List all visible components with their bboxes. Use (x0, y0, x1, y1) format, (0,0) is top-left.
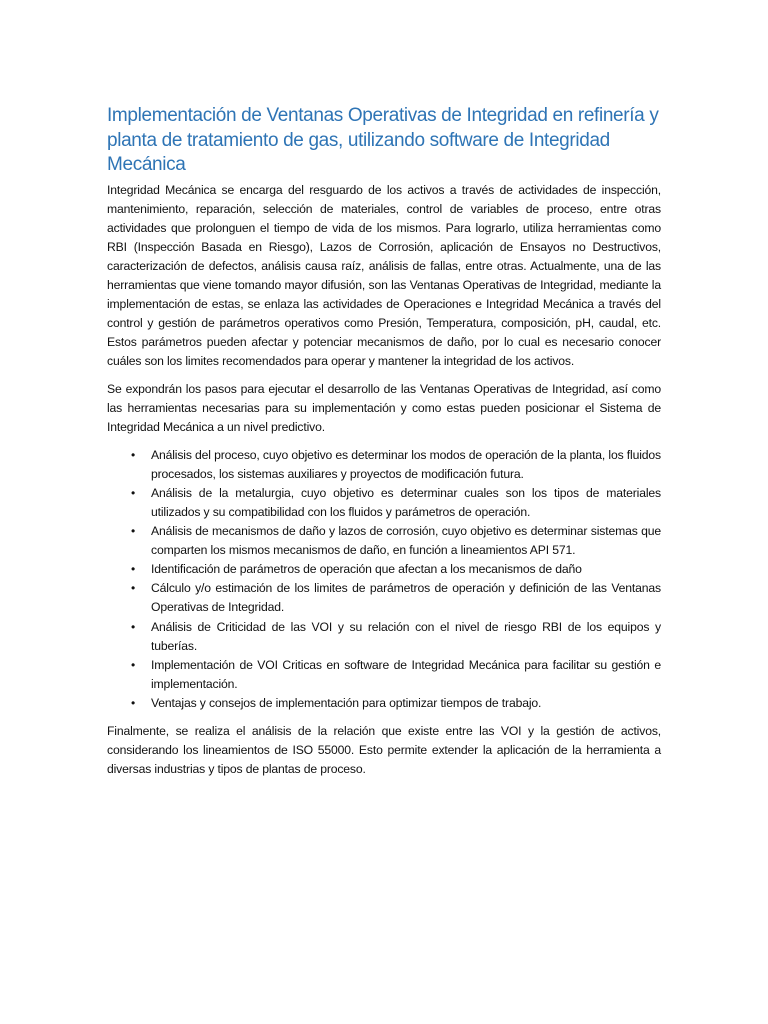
list-item (107, 446, 661, 484)
list-item (107, 656, 661, 694)
bullet-icon: • (131, 448, 136, 463)
intro-paragraph: Integridad Mecánica se encarga del resguardo de los activos a través de actividades de inspección, mantenimiento, reparación, selección de materiales, control de variables de proceso, entre otras actividades que prolonguen el tiempo de vida de los mismos. Para lograrlo, utiliza herramientas como RBI (Inspección Basada en Riesgo), Lazos de Corrosión, aplicación de Ensayos no Destructivos, caracterización de defectos, análisis causa raíz, análisis de fallas, entre otras. Actualmente, una de las herramientas que viene tomando mayor difusión, son las Ventanas Operativas de Integridad, mediante la implementación de estas, se enlaza las actividades de Operaciones e Integridad Mecánica a través del control y gestión de parámetros operativos como Presión, Temperatura, composición, pH, caudal, etc. Estos parámetros pueden afectar y potenciar mecanismos de daño, por lo cual es necesario conocer cuáles son los limites recomendados para operar y mantener la integridad de los activos. (107, 182, 661, 368)
list-item (107, 522, 661, 560)
list-item-text: Cálculo y/o estimación de los limites de parámetros de operación y definición de las Ventanas Operativas de Integridad. (151, 581, 661, 615)
bullet-icon: • (131, 562, 136, 577)
list-item-text: Implementación de VOI Criticas en software de Integridad Mecánica para facilitar su gestión e implementación. (151, 657, 661, 691)
list-item-text: Identificación de parámetros de operación que afectan a los mecanismos de daño (151, 562, 582, 577)
bullet-icon: • (131, 581, 136, 596)
bullet-icon: • (131, 695, 136, 710)
closing-paragraph: Finalmente, se realiza el análisis de la relación que existe entre las VOI y la gestión de activos, considerando los lineamientos de ISO 55000. Esto permite extender la aplicación de la herramienta a diversas industrias y tipos de plantas de proceso. (107, 723, 661, 776)
list-item-text: Análisis de la metalurgia, cuyo objetivo es determinar cuales son los tipos de materiales utilizados y su compatibilidad con los fluidos y parámetros de operación. (151, 486, 661, 520)
list-item-text: Análisis de Criticidad de las VOI y su relación con el nivel de riesgo RBI de los equipos y tuberías. (151, 619, 661, 653)
list-item-text: Ventajas y consejos de implementación para optimizar tiempos de trabajo. (151, 695, 542, 710)
steps-list (107, 446, 661, 713)
document-title: Implementación de Ventanas Operativas de Integridad en refinería y planta de tratamiento de gas, utilizando software de Integridad Mecánica (107, 105, 659, 175)
list-item (107, 560, 661, 579)
list-item-text: Análisis de mecanismos de daño y lazos de corrosión, cuyo objetivo es determinar sistemas que comparten los mismos mecanismos de daño, en función a lineamientos API 571. (151, 524, 661, 558)
bullet-icon: • (131, 486, 136, 501)
document-page (107, 104, 661, 779)
list-item (107, 618, 661, 656)
list-item (107, 484, 661, 522)
bullet-icon: • (131, 524, 136, 539)
list-item-text: Análisis del proceso, cuyo objetivo es determinar los modos de operación de la planta, los fluidos procesados, los sistemas auxiliares y proyectos de modificación futura. (151, 448, 661, 482)
bullet-icon: • (131, 619, 136, 634)
list-item (107, 694, 661, 713)
bullet-icon: • (131, 657, 136, 672)
list-item (107, 579, 661, 617)
steps-paragraph: Se expondrán los pasos para ejecutar el desarrollo de las Ventanas Operativas de Integridad, así como las herramientas necesarias para su implementación y como estas pueden posicionar el Sistema de Integridad Mecánica a un nivel predictivo. (107, 381, 661, 435)
